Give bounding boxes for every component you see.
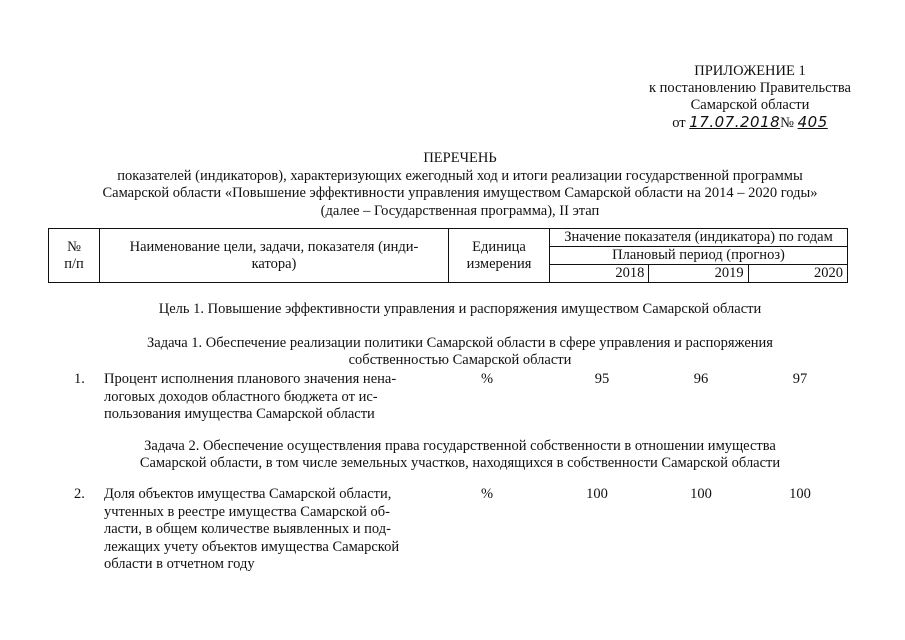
row-1-name-line-1: Процент исполнения планового значения нена- [104, 371, 397, 387]
task-1-line-1: Задача 1. Обеспечение реализации политики Самарской области в сфере управления и распоряжения [147, 335, 773, 351]
row-2-name-line-1: Доля объектов имущества Самарской области, [104, 486, 392, 502]
document-title-block [30, 150, 890, 220]
document-title-line-3: (далее – Государственная программа), II этап [320, 202, 600, 219]
goal-heading: Цель 1. Повышение эффективности управления и распоряжения имуществом Самарской области [158, 301, 762, 317]
appendix-block [600, 63, 900, 131]
row-2-name-line-5: области в отчетном году [104, 556, 255, 572]
task-2-line-1: Задача 2. Обеспечение осуществления права государственной собственности в отношении имущества [144, 438, 776, 454]
row-2-number: 2. [74, 486, 85, 502]
row-2-name-line-2: учтенных в реестре имущества Самарской об- [104, 503, 391, 520]
header-year-2018: 2018 [550, 265, 649, 283]
header-unit-line-2: измерения [466, 255, 532, 272]
header-num-line-2: п/п [64, 255, 84, 272]
header-period-title: Плановый период (прогноз) [550, 247, 848, 265]
appendix-title: ПРИЛОЖЕНИЕ 1 [694, 63, 806, 79]
document-title-line-2: Самарской области «Повышение эффективности управления имуществом Самарской области на 2014 – 2020 годы» [102, 185, 818, 201]
row-2-name-line-4: лежащих учету объектов имущества Самарской [104, 538, 400, 555]
row-1-number: 1. [74, 371, 85, 387]
task-2-heading [60, 438, 860, 472]
header-year-2020: 2020 [748, 265, 847, 283]
task-2-line-2: Самарской области, в том числе земельных участков, находящихся в собственности Самарской области [139, 455, 781, 471]
row-2-name-line-3: ласти, в общем количестве выявленных и под- [104, 521, 391, 537]
row-1-value-2018: 95 [594, 371, 610, 387]
header-values-title: Значение показателя (индикатора) по годам [550, 229, 848, 247]
row-2-name [104, 486, 424, 574]
appendix-date-line [600, 114, 900, 131]
header-year-2019: 2019 [649, 265, 748, 283]
row-2-value-2019: 100 [690, 486, 712, 502]
appendix-region-line: Самарской области [690, 97, 810, 113]
row-1-value-2019: 96 [693, 371, 709, 387]
indicators-table-header [48, 228, 848, 283]
header-num-cell [49, 229, 100, 283]
header-unit-cell [449, 229, 550, 283]
task-1-heading [60, 335, 860, 369]
row-1-name [104, 371, 424, 424]
row-2-unit: % [480, 486, 494, 502]
header-name-line-2: катора) [251, 255, 297, 272]
header-name-line-1: Наименование цели, задачи, показателя (инди- [129, 238, 419, 255]
row-2-value-2018: 100 [586, 486, 608, 502]
row-1-name-line-3: пользования имущества Самарской области [104, 406, 375, 422]
row-2-value-2020: 100 [789, 486, 811, 502]
appendix-resolution-line: к постановлению Правительства [649, 80, 851, 96]
row-1-name-line-2: логовых доходов областного бюджета от ис- [104, 388, 378, 405]
header-unit-line-1: Единица [472, 238, 526, 255]
header-name-cell [100, 229, 449, 283]
number-label: № [780, 115, 794, 131]
document-title-line-1: показателей (индикаторов), характеризующих ежегодный ход и итоги реализации государственной программы [117, 167, 803, 184]
task-1-line-2: собственностью Самарской области [348, 352, 572, 368]
from-label: от [672, 115, 686, 131]
row-1-value-2020: 97 [792, 371, 808, 387]
handwritten-number: 405 [797, 113, 828, 131]
row-1-unit: % [480, 371, 494, 387]
handwritten-date: 17.07.2018 [689, 113, 781, 131]
header-num-line-1: № [67, 238, 81, 255]
document-heading: ПЕРЕЧЕНЬ [423, 150, 497, 166]
